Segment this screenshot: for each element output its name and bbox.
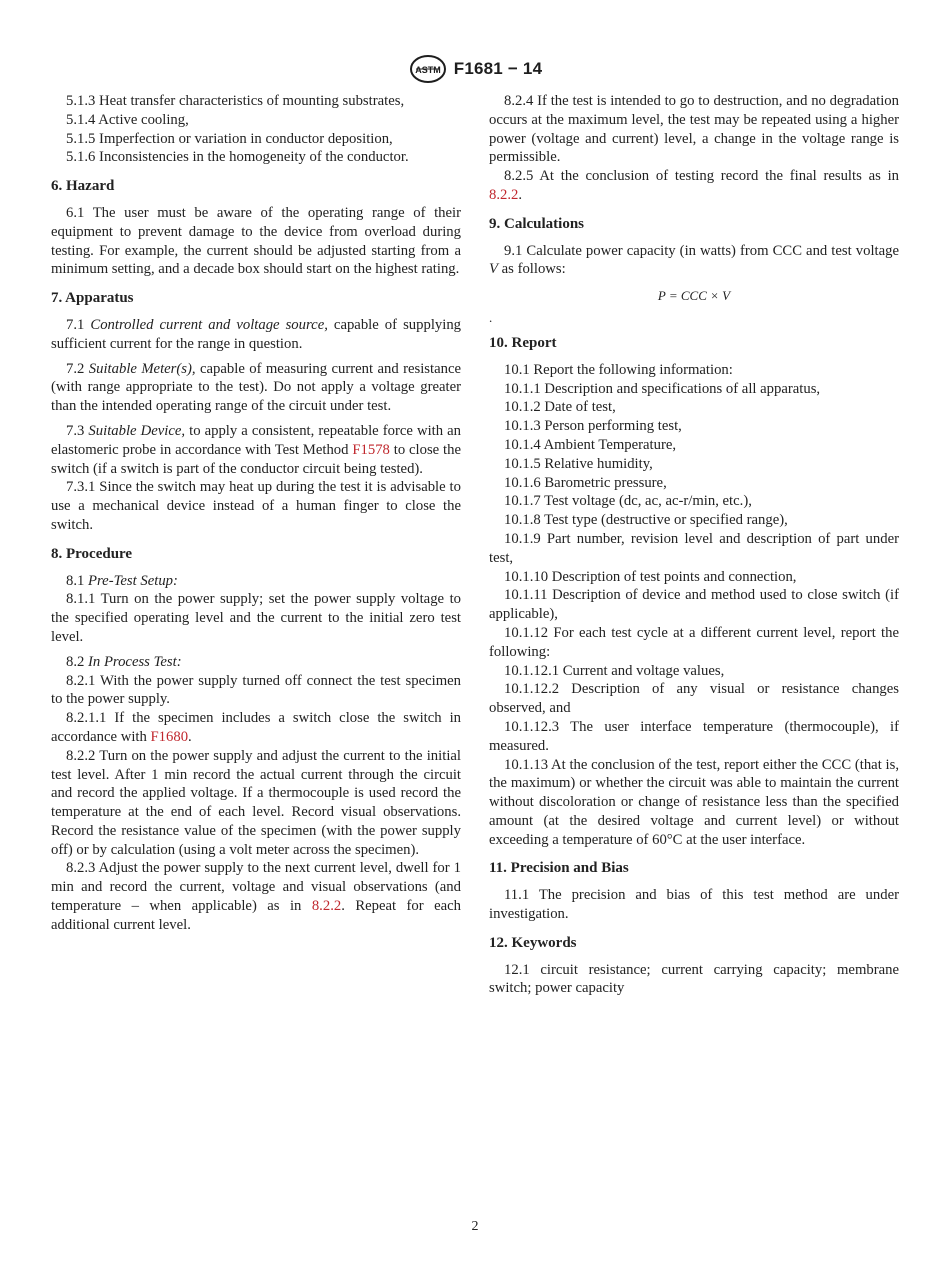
list-item: 10.1.10 Description of test points and connection,	[504, 568, 797, 585]
list-item: 10.1.1 Description and specifications of all apparatus,	[504, 380, 821, 397]
list-item: 5.1.3 Heat transfer characteristics of mounting substrates,	[66, 93, 405, 109]
logo-text: ASTM	[415, 65, 441, 75]
section-heading-hazard: 6. Hazard	[51, 178, 115, 195]
term: In Process Test:	[88, 653, 182, 670]
term: Suitable Meter(s),	[88, 360, 196, 377]
list-item: 10.1.12 For each test cycle at a different current level, report the following:	[489, 624, 899, 660]
paragraph: 8.2.1.1 If the specimen includes a switch close the switch in accordance with F1680.	[51, 710, 461, 745]
section-heading-apparatus: 7. Apparatus	[51, 290, 134, 307]
list-item: 5.1.5 Imperfection or variation in conductor deposition,	[66, 130, 393, 147]
paragraph: 8.2.5 At the conclusion of testing record the final results as in 8.2.2.	[489, 168, 899, 203]
paragraph: 8.2.3 Adjust the power supply to the next current level, dwell for 1 min and record the current, voltage and visual observations (and temperature – when applicable) as in 8.2.2. Repeat for each additional current level.	[51, 860, 461, 933]
term: Suitable Device,	[88, 422, 186, 439]
paragraph: 9.1 Calculate power capacity (in watts) from CCC and test voltage V as follows:	[489, 242, 899, 278]
paragraph: 8.2 In Process Test:	[66, 653, 182, 670]
section-heading-calculations: 9. Calculations	[489, 215, 585, 232]
link-f1578[interactable]: F1578	[352, 441, 390, 458]
section-heading-precision-bias: 11. Precision and Bias	[489, 860, 629, 877]
paragraph: 7.2 Suitable Meter(s), capable of measuring current and resistance (with range appropriate to the test). Do not apply a voltage greater than the intended operating range of the circuit under test.	[51, 360, 461, 415]
page-number: 2	[471, 1219, 479, 1234]
list-item: 5.1.4 Active cooling,	[66, 111, 189, 128]
equation: P = CCC × V	[657, 288, 731, 304]
paragraph: 7.3 Suitable Device, to apply a consistent, repeatable force with an elastomeric probe in accordance with Test Method F1578 to close the switch (if a switch is part of the conductor circuit being tested).	[51, 422, 462, 477]
paragraph: 6.1 The user must be aware of the operating range of their equipment to prevent damage to the device from overload during testing. For example, the current should be adjusted starting from a minimum setting, and a decade box should start on the highest rating.	[51, 204, 461, 278]
list-item: 10.1.4 Ambient Temperature,	[504, 436, 677, 453]
list-item: 5.1.6 Inconsistencies in the homogeneity of the conductor.	[66, 149, 409, 166]
link-f1680[interactable]: F1680	[150, 728, 189, 745]
list-item: 10.1.6 Barometric pressure,	[504, 474, 667, 491]
document-id: F1681 − 14	[453, 59, 543, 78]
link-8-2-2[interactable]: 8.2.2	[311, 898, 342, 915]
list-item: 10.1.8 Test type (destructive or specified range),	[504, 512, 788, 529]
list-item: 10.1.12.3 The user interface temperature (thermocouple), if measured.	[489, 718, 899, 754]
list-item: 10.1.5 Relative humidity,	[504, 455, 653, 472]
list-item: 10.1.11 Description of device and method used to close switch (if applicable),	[489, 587, 899, 623]
list-item: 10.1.2 Date of test,	[504, 399, 616, 416]
left-column	[51, 92, 461, 935]
section-heading-procedure: 8. Procedure	[51, 545, 133, 562]
paragraph: 8.2.2 Turn on the power supply and adjust the current to the initial test level. After 1 min record the actual current through the circuit and record the applied voltage. If a thermocouple is used record the temperature at the end of each level. Record visual observations. Record the resistance value of the specimen (with the power supply off) or by calculation (using a volt meter across the specimen).	[51, 747, 461, 858]
paragraph: 8.1.1 Turn on the power supply; set the power supply voltage to the specified operating level and the current to the initial zero test level.	[51, 591, 461, 645]
term: Controlled current and voltage source,	[90, 316, 328, 333]
section-heading-report: 10. Report	[489, 334, 557, 351]
link-8-2-2[interactable]: 8.2.2	[489, 186, 519, 203]
paragraph: 8.2.4 If the test is intended to go to destruction, and no degradation occurs at the maximum level, the test may be repeated using a higher power (voltage and current) level, a change in the voltage range is permissible.	[489, 93, 899, 166]
list-item: 10.1.13 At the conclusion of the test, report either the CCC (that is, the maximum) or whether the circuit was able to maintain the current without discoloration or change of resistance less than the specified amount (at the desired voltage and current level) or without exceeding a temperature of 60°C at the user interface.	[489, 756, 899, 848]
list-item: 10.1.12.2 Description of any visual or resistance changes observed, and	[489, 681, 899, 717]
term: Pre-Test Setup:	[88, 572, 178, 589]
right-column	[489, 92, 899, 998]
list-item: 10.1 Report the following information:	[504, 361, 733, 378]
astm-logo-icon	[408, 54, 448, 84]
section-heading-keywords: 12. Keywords	[489, 934, 577, 951]
paragraph: 7.1 Controlled current and voltage source, capable of supplying sufficient current for the range in question.	[51, 316, 462, 352]
paragraph: 7.3.1 Since the switch may heat up during the test it is advisable to use a mechanical device instead of a human finger to close the switch.	[51, 479, 461, 533]
paragraph: 8.2.1 With the power supply turned off connect the test specimen to the power supply.	[51, 672, 461, 708]
list-item: 10.1.3 Person performing test,	[504, 418, 682, 435]
paragraph: 8.1 Pre-Test Setup:	[66, 572, 178, 589]
paragraph: 12.1 circuit resistance; current carrying capacity; membrane switch; power capacity	[489, 961, 899, 997]
list-item: 10.1.7 Test voltage (dc, ac, ac-r/min, etc.),	[504, 493, 752, 510]
equation-period: .	[489, 309, 493, 325]
list-item: 10.1.9 Part number, revision level and description of part under test,	[489, 530, 899, 566]
list-item: 10.1.12.1 Current and voltage values,	[504, 662, 725, 679]
page-header	[0, 52, 950, 86]
paragraph: 11.1 The precision and bias of this test method are under investigation.	[489, 887, 899, 923]
